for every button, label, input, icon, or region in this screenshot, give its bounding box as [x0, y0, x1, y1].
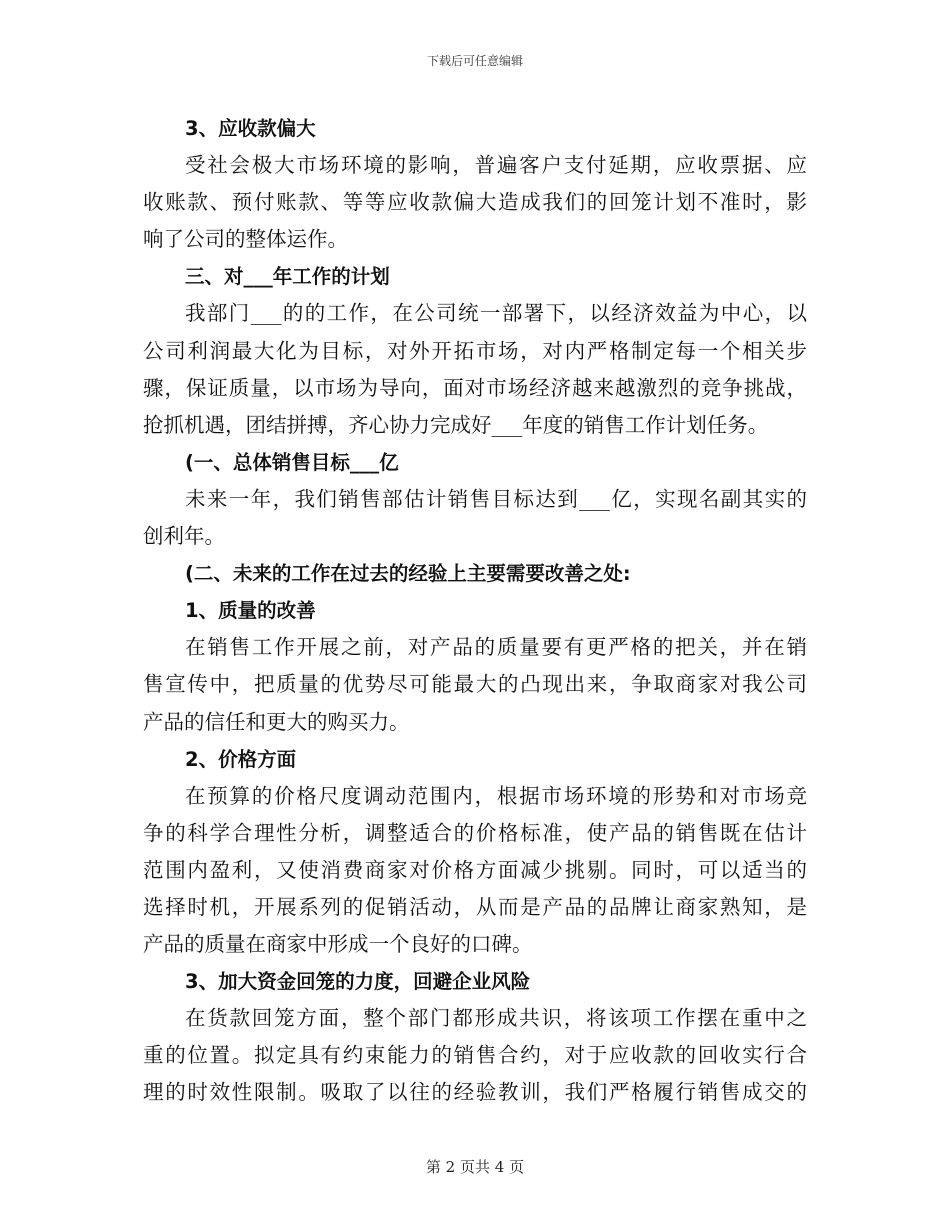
paragraph-line: 在货款回笼方面，整个部门都形成共识，将该项工作摆在重中之 [185, 1006, 807, 1031]
paragraph-line: 在销售工作开展之前，对产品的质量要有更严格的把关，并在销 [185, 635, 807, 660]
section-heading: (一、总体销售目标___亿 [185, 450, 399, 474]
section-heading: 3、加大资金回笼的力度，回避企业风险 [185, 970, 531, 994]
document-body [143, 110, 807, 1112]
paragraph-line: 骤，保证质量，以市场为导向，面对市场经济越来越激烈的竞争挑战， [143, 375, 807, 400]
paragraph-line: 争的科学合理性分析，调整适合的价格标准，使产品的销售既在估计 [143, 820, 807, 845]
paragraph-line: 抢抓机遇，团结拼搏，齐心协力完成好___年度的销售工作计划任务。 [143, 412, 769, 437]
paragraph-line: 选择时机，开展系列的促销活动，从而是产品的品牌让商家熟知，是 [143, 894, 807, 919]
section-heading: 3、应收款偏大 [185, 117, 316, 140]
paragraph-line: 售宣传中，把质量的优势尽可能最大的凸现出来，争取商家对我公司 [143, 672, 807, 697]
paragraph-line: 范围内盈利，又使消费商家对价格方面减少挑剔。同时，可以适当的 [143, 857, 807, 882]
paragraph-line: 重的位置。拟定具有约束能力的销售合约，对于应收款的回收实行合 [143, 1043, 807, 1068]
page-footer: 第 2 页共 4 页 [425, 1158, 525, 1176]
section-heading: 2、价格方面 [185, 747, 297, 771]
paragraph-line: 产品的信任和更大的购买力。 [143, 709, 410, 734]
paragraph-line: 产品的质量在商家中形成一个良好的口碑。 [143, 932, 533, 957]
section-heading: 1、质量的改善 [185, 599, 316, 623]
paragraph-line: 我部门___的的工作，在公司统一部署下，以经济效益为中心，以 [185, 301, 807, 326]
paragraph-line: 创利年。 [143, 524, 225, 549]
section-heading: (二、未来的工作在过去的经验上主要需要改善之处: [185, 562, 631, 586]
paragraph-line: 理的时效性限制。吸取了以往的经验教训，我们严格履行销售成交的 [143, 1080, 807, 1105]
section-heading: 三、对___年工作的计划 [185, 265, 390, 289]
paragraph-line: 公司利润最大化为目标，对外开拓市场，对内严格制定每一个相关步 [143, 338, 807, 363]
paragraph-line: 收账款、预付账款、等等应收款偏大造成我们的回笼计划不准时，影 [143, 190, 807, 215]
paragraph-line: 受社会极大市场环境的影响，普遍客户支付延期，应收票据、应 [185, 153, 807, 178]
paragraph-line: 未来一年，我们销售部估计销售目标达到___亿，实现名副其实的 [185, 486, 807, 511]
paragraph-line: 在预算的价格尺度调动范围内，根据市场环境的形势和对市场竞 [185, 783, 807, 808]
paragraph-line: 响了公司的整体运作。 [143, 227, 348, 252]
page-header: 下载后可任意编辑 [426, 54, 523, 68]
